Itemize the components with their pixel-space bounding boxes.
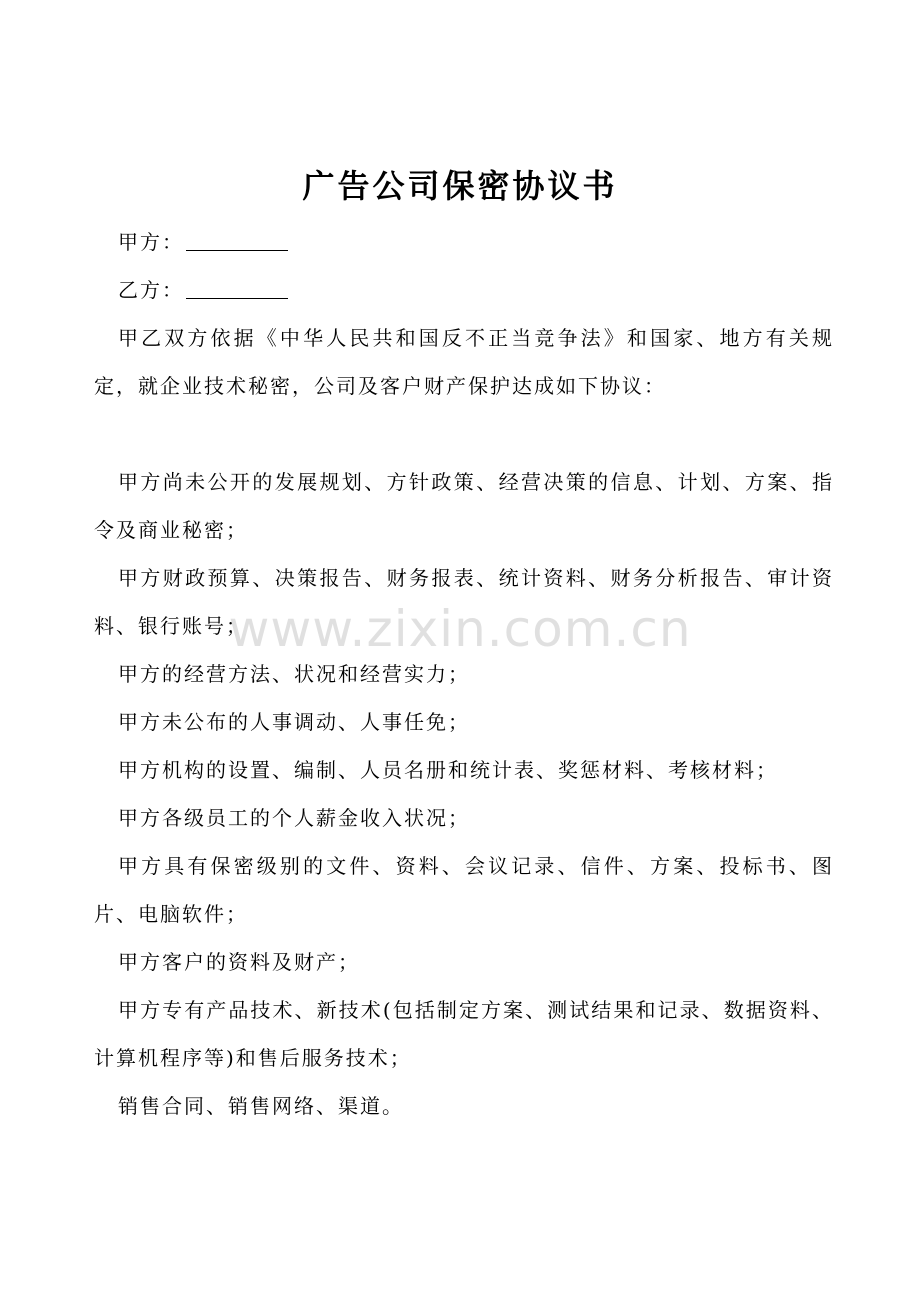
party-a-line	[94, 218, 834, 266]
list-item: 甲方专有产品技术、新技术(包括制定方案、测试结果和记录、数据资料、计算机程序等)和售后服务技术；	[94, 998, 834, 1070]
party-b-blank	[186, 280, 288, 299]
document-title: 广告公司保密协议书	[302, 167, 618, 205]
list-item: 甲方各级员工的个人薪金收入状况；	[118, 806, 470, 830]
list-item: 甲方未公布的人事调动、人事任免；	[118, 710, 470, 734]
list-item: 甲方的经营方法、状况和经营实力；	[118, 662, 470, 686]
document-body	[94, 218, 834, 1130]
paragraph-gap	[94, 410, 834, 458]
list-item: 甲方具有保密级别的文件、资料、会议记录、信件、方案、投标书、图片、电脑软件；	[94, 854, 834, 926]
list-item: 甲方尚未公开的发展规划、方针政策、经营决策的信息、计划、方案、指令及商业秘密；	[94, 470, 834, 542]
list-item: 销售合同、销售网络、渠道。	[118, 1094, 404, 1118]
list-item: 甲方客户的资料及财产；	[118, 950, 360, 974]
watermark: www.zixin.com.cn	[228, 600, 692, 658]
party-b-label: 乙方：	[118, 278, 184, 302]
party-a-blank	[186, 232, 288, 251]
list-item: 甲方财政预算、决策报告、财务报表、统计资料、财务分析报告、审计资料、银行账号；	[94, 566, 834, 638]
party-b-line	[94, 266, 834, 314]
party-a-label: 甲方：	[118, 230, 184, 254]
intro-paragraph: 甲乙双方依据《中华人民共和国反不正当竞争法》和国家、地方有关规定，就企业技术秘密，公司及客户财产保护达成如下协议：	[94, 326, 834, 398]
list-item: 甲方机构的设置、编制、人员名册和统计表、奖惩材料、考核材料；	[118, 758, 778, 782]
